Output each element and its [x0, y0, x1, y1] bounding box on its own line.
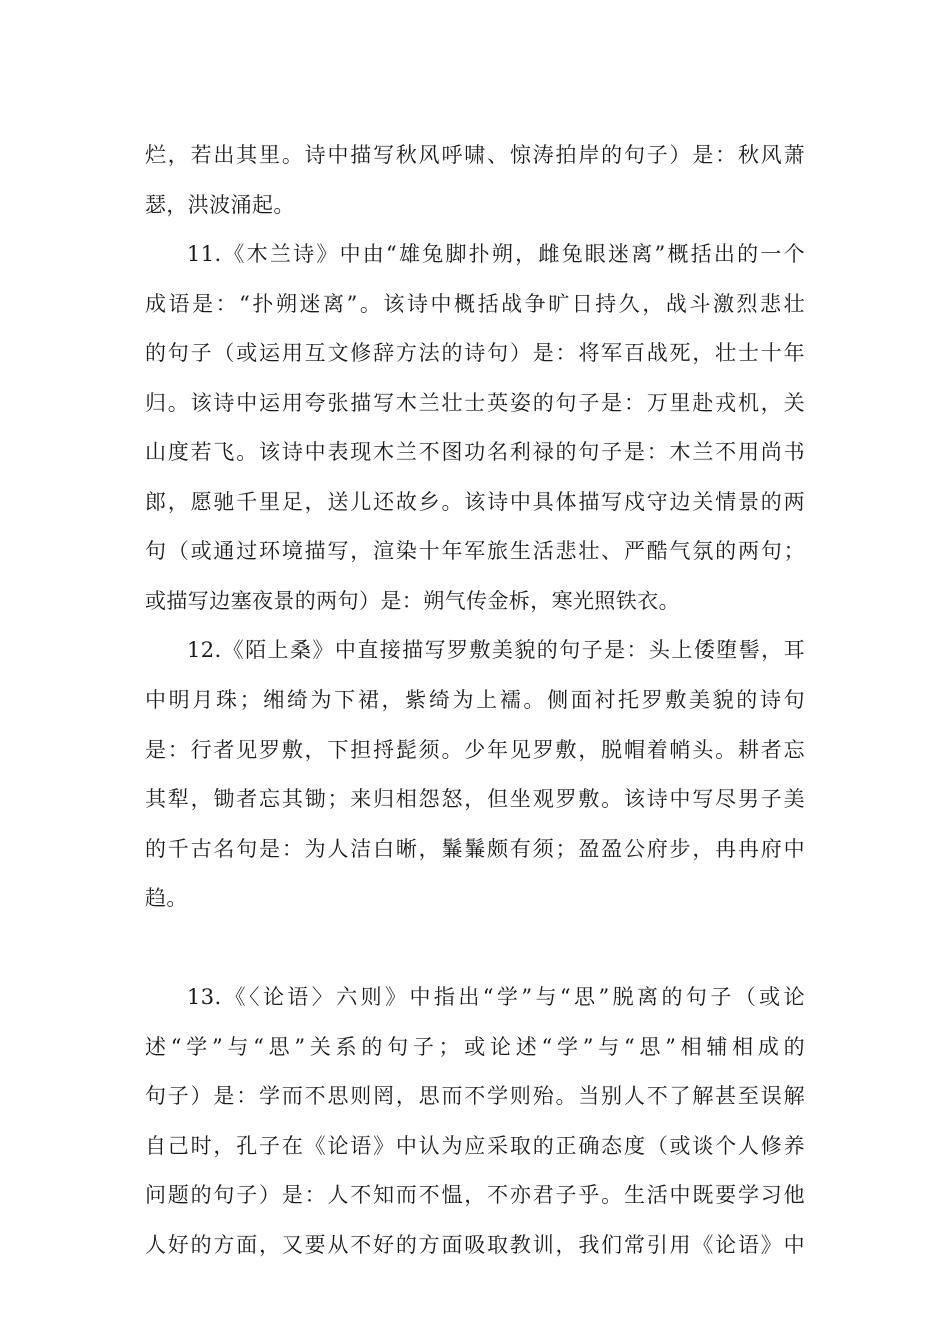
text-line: 句子）是：学而不思则罔，思而不学则殆。当别人不了解甚至误解: [145, 1084, 805, 1109]
text-line: 烂，若出其里。诗中描写秋风呼啸、惊涛拍岸的句子）是：秋风萧: [145, 143, 805, 167]
text-line: 趋。: [145, 886, 188, 911]
text-line: 成语是：“扑朔迷离”。该诗中概括战争旷日持久，战斗激烈悲壮: [145, 291, 805, 316]
paragraph-10-tail: [145, 131, 805, 230]
text-line: 的句子（或运用互文修辞方法的诗句）是：将军百战死，壮士十年: [145, 341, 805, 366]
text-line: 是：行者见罗敷，下担捋髭须。少年见罗敷，脱帽着帩头。耕者忘: [145, 737, 805, 762]
text-line: 11.《木兰诗》中由“雄兔脚扑朔，雌兔眼迷离”概括出的一个: [187, 242, 805, 267]
text-line: 山度若飞。该诗中表现木兰不图功名利禄的句子是：木兰不用尚书: [145, 440, 805, 465]
paragraph-spacer: [145, 924, 805, 974]
paragraph-12: [145, 626, 805, 923]
text-line: 句（或通过环境描写，渲染十年军旅生活悲壮、严酷气氛的两句；: [145, 539, 805, 564]
text-line: 归。该诗中运用夸张描写木兰壮士英姿的句子是：万里赴戎机，关: [145, 390, 805, 415]
text-line: 述“学”与“思”关系的句子；或论述“学”与“思”相辅相成的: [145, 1034, 805, 1059]
document-page: [145, 131, 805, 1271]
text-line: 的千古名句是：为人洁白晰，鬑鬑颇有须；盈盈公府步，冉冉府中: [145, 836, 805, 861]
text-line: 郎，愿驰千里足，送儿还故乡。该诗中具体描写戍守边关情景的两: [145, 489, 805, 514]
text-line: 问题的句子）是：人不知而不愠，不亦君子乎。生活中既要学习他: [145, 1183, 805, 1208]
text-line: 自己时，孔子在《论语》中认为应采取的正确态度（或谈个人修养: [145, 1133, 805, 1158]
paragraph-13: [145, 973, 805, 1270]
text-line: 12.《陌上桑》中直接描写罗敷美貌的句子是：头上倭堕髻，耳: [187, 638, 805, 663]
text-line: 人好的方面，又要从不好的方面吸取教训，我们常引用《论语》中: [145, 1233, 805, 1258]
text-line: 13.《〈论语〉六则》中指出“学”与“思”脱离的句子（或论: [187, 985, 805, 1010]
text-line: 瑟，洪波涌起。: [145, 192, 295, 217]
text-line: 或描写边塞夜景的两句）是：朔气传金柝，寒光照铁衣。: [145, 588, 680, 613]
paragraph-11: [145, 230, 805, 626]
text-line: 中明月珠；缃绮为下裙，紫绮为上襦。侧面衬托罗敷美貌的诗句: [145, 688, 805, 713]
text-line: 其犁，锄者忘其锄；来归相怨怒，但坐观罗敷。该诗中写尽男子美: [145, 787, 805, 812]
